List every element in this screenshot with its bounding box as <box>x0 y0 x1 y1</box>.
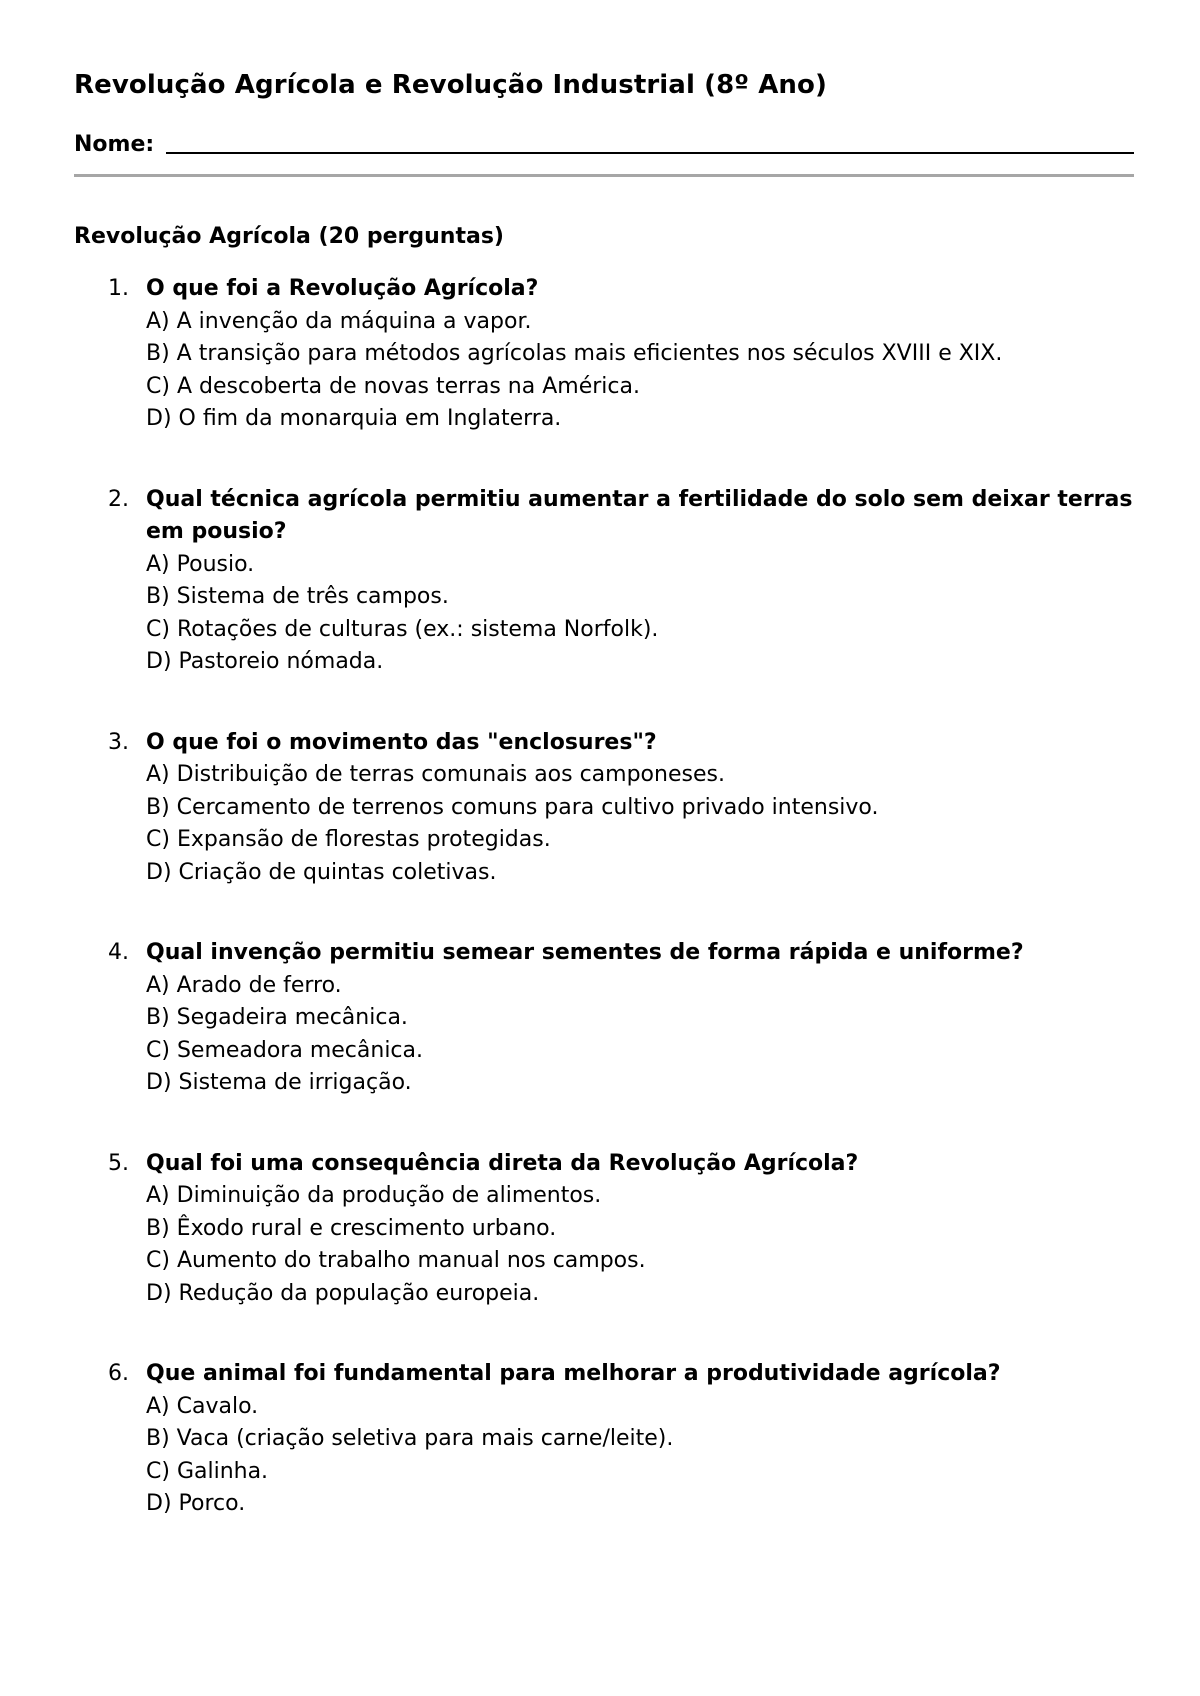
question-text: Que animal foi fundamental para melhorar a produtividade agrícola? <box>146 1361 1001 1386</box>
question-number: 4. <box>108 940 129 965</box>
question-text: Qual técnica agrícola permitiu aumentar a fertilidade do solo sem deixar terras em pousio? <box>146 486 1133 544</box>
question-item <box>74 484 1134 679</box>
option-a: A) Diminuição da produção de alimentos. <box>146 1183 602 1208</box>
question-number: 5. <box>108 1150 129 1176</box>
section-title: Revolução Agrícola (20 perguntas) <box>74 224 504 249</box>
question-number: 6. <box>108 1361 129 1386</box>
option-d: D) Redução da população europeia. <box>146 1280 540 1306</box>
option-d: D) O fim da monarquia em Inglaterra. <box>146 406 562 431</box>
option-d: D) Porco. <box>146 1491 246 1516</box>
name-label: Nome: <box>74 132 155 157</box>
question-item <box>74 1358 1134 1521</box>
question-item <box>74 1148 1134 1311</box>
document-title: Revolução Agrícola e Revolução Industrial (8º Ano) <box>74 70 827 100</box>
name-row <box>74 128 1134 157</box>
option-a: A) Pousio. <box>146 551 255 577</box>
option-c: C) Semeadora mecânica. <box>146 1037 423 1063</box>
option-a: A) Arado de ferro. <box>146 972 342 998</box>
question-item <box>74 273 1134 436</box>
question-item <box>74 937 1134 1100</box>
option-c: C) Rotações de culturas (ex.: sistema Norfolk). <box>146 616 659 642</box>
option-b: B) Sistema de três campos. <box>146 584 449 609</box>
option-c: C) Expansão de florestas protegidas. <box>146 827 551 852</box>
option-c: C) A descoberta de novas terras na América. <box>146 373 640 399</box>
option-c: C) Galinha. <box>146 1458 269 1484</box>
question-item <box>74 727 1134 890</box>
option-d: D) Criação de quintas coletivas. <box>146 859 497 885</box>
option-d: D) Pastoreio nómada. <box>146 649 384 674</box>
question-number: 3. <box>108 729 129 755</box>
option-a: A) Cavalo. <box>146 1393 259 1419</box>
option-b: B) A transição para métodos agrícolas mais eficientes nos séculos XVIII e XIX. <box>146 341 1003 366</box>
question-text: O que foi o movimento das "enclosures"? <box>146 729 657 755</box>
question-number: 1. <box>108 276 129 301</box>
option-a: A) Distribuição de terras comunais aos camponeses. <box>146 762 725 787</box>
question-number: 2. <box>108 486 129 512</box>
question-text: Qual foi uma consequência direta da Revolução Agrícola? <box>146 1150 859 1176</box>
question-text: Qual invenção permitiu semear sementes de forma rápida e uniforme? <box>146 940 1024 965</box>
header-divider <box>74 174 1134 177</box>
option-b: B) Êxodo rural e crescimento urbano. <box>146 1215 557 1241</box>
option-b: B) Segadeira mecânica. <box>146 1005 408 1030</box>
option-b: B) Vaca (criação seletiva para mais carne/leite). <box>146 1426 674 1451</box>
option-b: B) Cercamento de terrenos comuns para cultivo privado intensivo. <box>146 794 879 820</box>
name-blank-line <box>166 128 1134 154</box>
option-a: A) A invenção da máquina a vapor. <box>146 308 532 334</box>
option-d: D) Sistema de irrigação. <box>146 1070 412 1095</box>
option-c: C) Aumento do trabalho manual nos campos. <box>146 1248 646 1273</box>
question-text: O que foi a Revolução Agrícola? <box>146 276 539 301</box>
question-list <box>74 273 1134 1569</box>
